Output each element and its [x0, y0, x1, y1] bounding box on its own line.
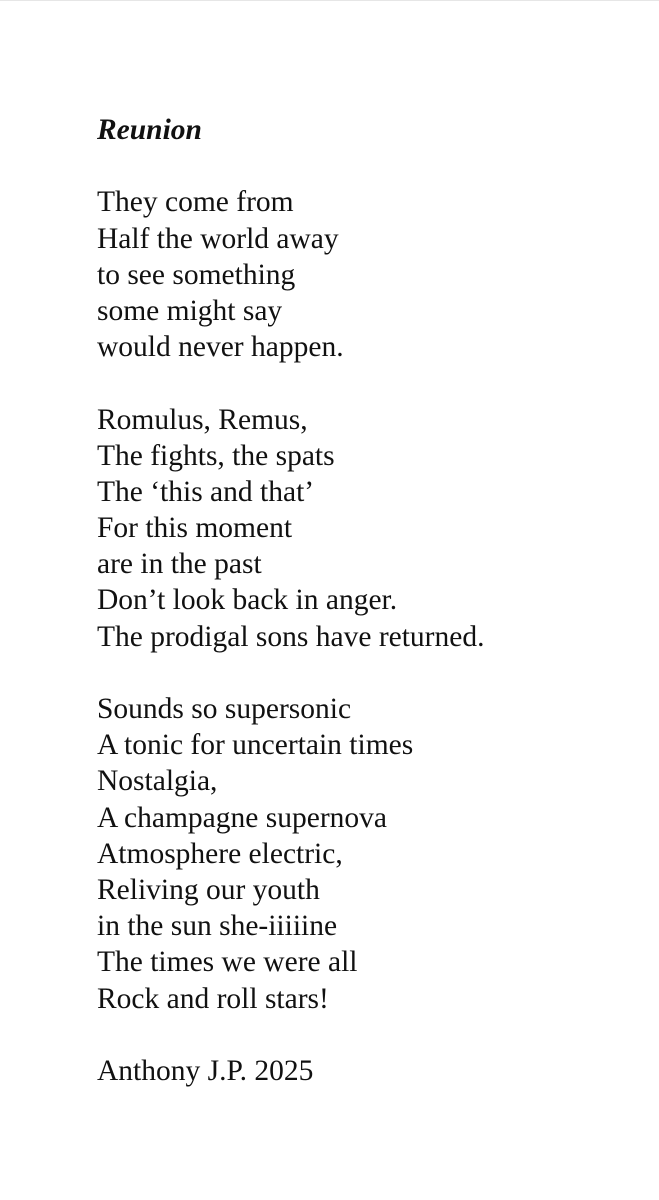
poem-line: in the sun she-iiiiine — [97, 910, 338, 943]
poem-line: to see something — [97, 258, 296, 291]
poem-line: A champagne supernova — [97, 801, 387, 834]
poem-signature: Anthony J.P. 2025 — [97, 1054, 314, 1087]
poem-line: A tonic for uncertain times — [97, 729, 414, 762]
poem-line: They come from — [97, 186, 294, 219]
poem-line: Half the world away — [97, 222, 339, 255]
poem-line: Atmosphere electric, — [97, 837, 343, 870]
poem-line: The prodigal sons have returned. — [97, 620, 485, 653]
poem-line: some might say — [97, 294, 283, 327]
poem-line: Don’t look back in anger. — [97, 584, 398, 617]
stanza-2 — [97, 402, 637, 655]
poem-line: are in the past — [97, 548, 262, 581]
poem-line: Nostalgia, — [97, 765, 218, 798]
poem-line: Sounds so supersonic — [97, 693, 352, 725]
poem-title: Reunion — [97, 114, 202, 146]
poem-line: Rock and roll stars! — [97, 982, 329, 1015]
stanza-1 — [97, 184, 637, 365]
poem-line: The ‘this and that’ — [97, 475, 315, 508]
poem-line: Reliving our youth — [97, 873, 320, 906]
poem — [97, 112, 637, 1089]
stanza-3 — [97, 691, 637, 1017]
poem-line: would never happen. — [97, 331, 344, 364]
poem-line: The fights, the spats — [97, 439, 335, 472]
poem-line: For this moment — [97, 512, 293, 545]
poem-line: The times we were all — [97, 946, 358, 979]
poem-line: Romulus, Remus, — [97, 403, 308, 436]
